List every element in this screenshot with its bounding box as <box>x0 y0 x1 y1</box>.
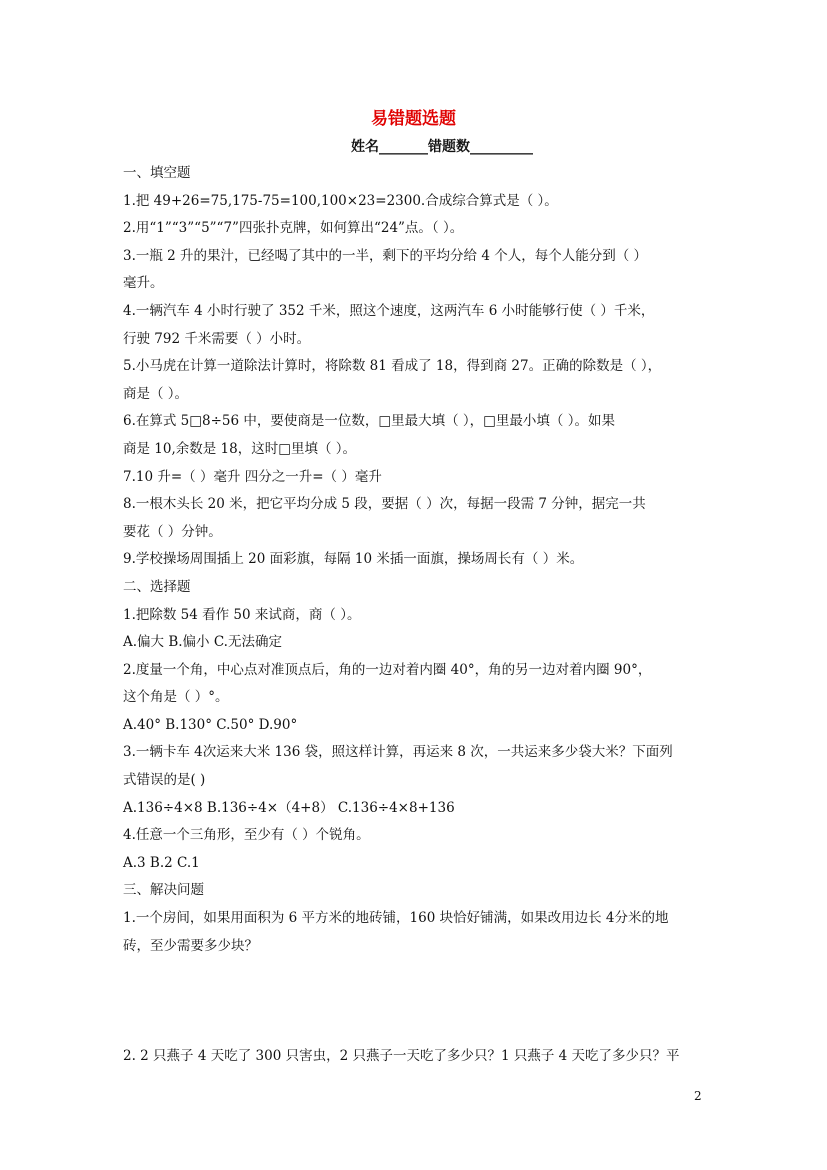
name-and-error-count-line: 姓名_______错题数_________ <box>351 139 533 155</box>
question-line: 商是 10,余数是 18，这时□里填（ ）。 <box>123 440 357 457</box>
answer-space <box>123 960 713 988</box>
question-line: 2. 2 只燕子 4 天吃了 300 只害虫，2 只燕子一天吃了多少只？1 只燕子 4 天吃了多少只？平 <box>123 1048 680 1064</box>
question-line: 3.一辆卡车 4次运来大米 136 袋，照这样计算，再运来 8 次，一共运来多少袋大米？下面列 <box>123 744 673 761</box>
answer-options: A.3 B.2 C.1 <box>123 854 200 871</box>
answer-options: A.偏大 B.偏小 C.无法确定 <box>123 634 282 651</box>
question-line: 3.一瓶 2 升的果汁，已经喝了其中的一半，剩下的平均分给 4 个人，每个人能分到（ ） <box>123 247 648 264</box>
question-line: 商是（ ）。 <box>123 385 189 402</box>
question-line: 行驶 792 千米需要（ ）小时。 <box>123 330 311 347</box>
answer-options: A.40° B.130° C.50° D.90° <box>123 716 298 733</box>
page-number: 2 <box>694 1089 702 1103</box>
question-line: 1.把除数 54 看作 50 来试商，商（ ）。 <box>123 606 361 623</box>
question-line: 8.一根木头长 20 米，把它平均分成 5 段，要据（ ）次，每据一段需 7 分钟，据完一共 <box>123 496 646 513</box>
section-heading-multiple-choice: 二、选择题 <box>123 578 191 595</box>
question-line: 毫升。 <box>123 275 164 292</box>
question-line: 5.小马虎在计算一道除法计算时，将除数 81 看成了 18，得到商 27。正确的除数是（ ）， <box>123 358 662 375</box>
question-line: 9.学校操场周围插上 20 面彩旗，每隔 10 米插一面旗，操场周长有（ ）米。 <box>123 551 584 568</box>
question-line: 2.用“1”“3”“5”“7”四张扑克牌，如何算出“24”点。（ ）。 <box>123 220 464 237</box>
question-line: 7.10 升=（ ）毫升 四分之一升=（ ）毫升 <box>123 468 382 485</box>
question-line: 要花（ ）分钟。 <box>123 523 222 540</box>
section-heading-word-problems: 三、解决问题 <box>123 882 204 899</box>
question-line: 6.在算式 5□8÷56 中，要使商是一位数，□里最大填（ ），□里最小填（ ）。如果 <box>123 413 615 430</box>
question-line: 1.一个房间，如果用面积为 6 平方米的地砖铺，160 块恰好铺满，如果改用边长 4分米的地 <box>123 910 669 927</box>
question-line: 4.任意一个三角形，至少有（ ）个锐角。 <box>123 827 370 844</box>
answer-space <box>123 1015 713 1043</box>
answer-options: A.136÷4×8 B.136÷4×（4+8） C.136÷4×8+136 <box>123 799 455 816</box>
section-heading-fill-in: 一、填空题 <box>123 165 191 181</box>
question-line: 1.把 49+26=75,175-75=100,100×23=2300.合成综合算式是（ ）。 <box>123 192 558 209</box>
question-line: 砖，至少需要多少块？ <box>123 937 258 954</box>
question-line: 式错误的是( ) <box>123 772 206 789</box>
question-line: 4.一辆汽车 4 小时行驶了 352 千米，照这个速度，这两汽车 6 小时能够行使（ ）千米， <box>123 302 655 319</box>
question-line: 这个角是（ ）°。 <box>123 689 229 706</box>
worksheet-body <box>123 160 713 1071</box>
answer-space <box>123 988 713 1016</box>
question-line: 2.度量一个角，中心点对准顶点后，角的一边对着内圈 40°，角的另一边对着内圈 90°， <box>123 661 652 678</box>
page-title: 易错题选题 <box>371 109 456 129</box>
